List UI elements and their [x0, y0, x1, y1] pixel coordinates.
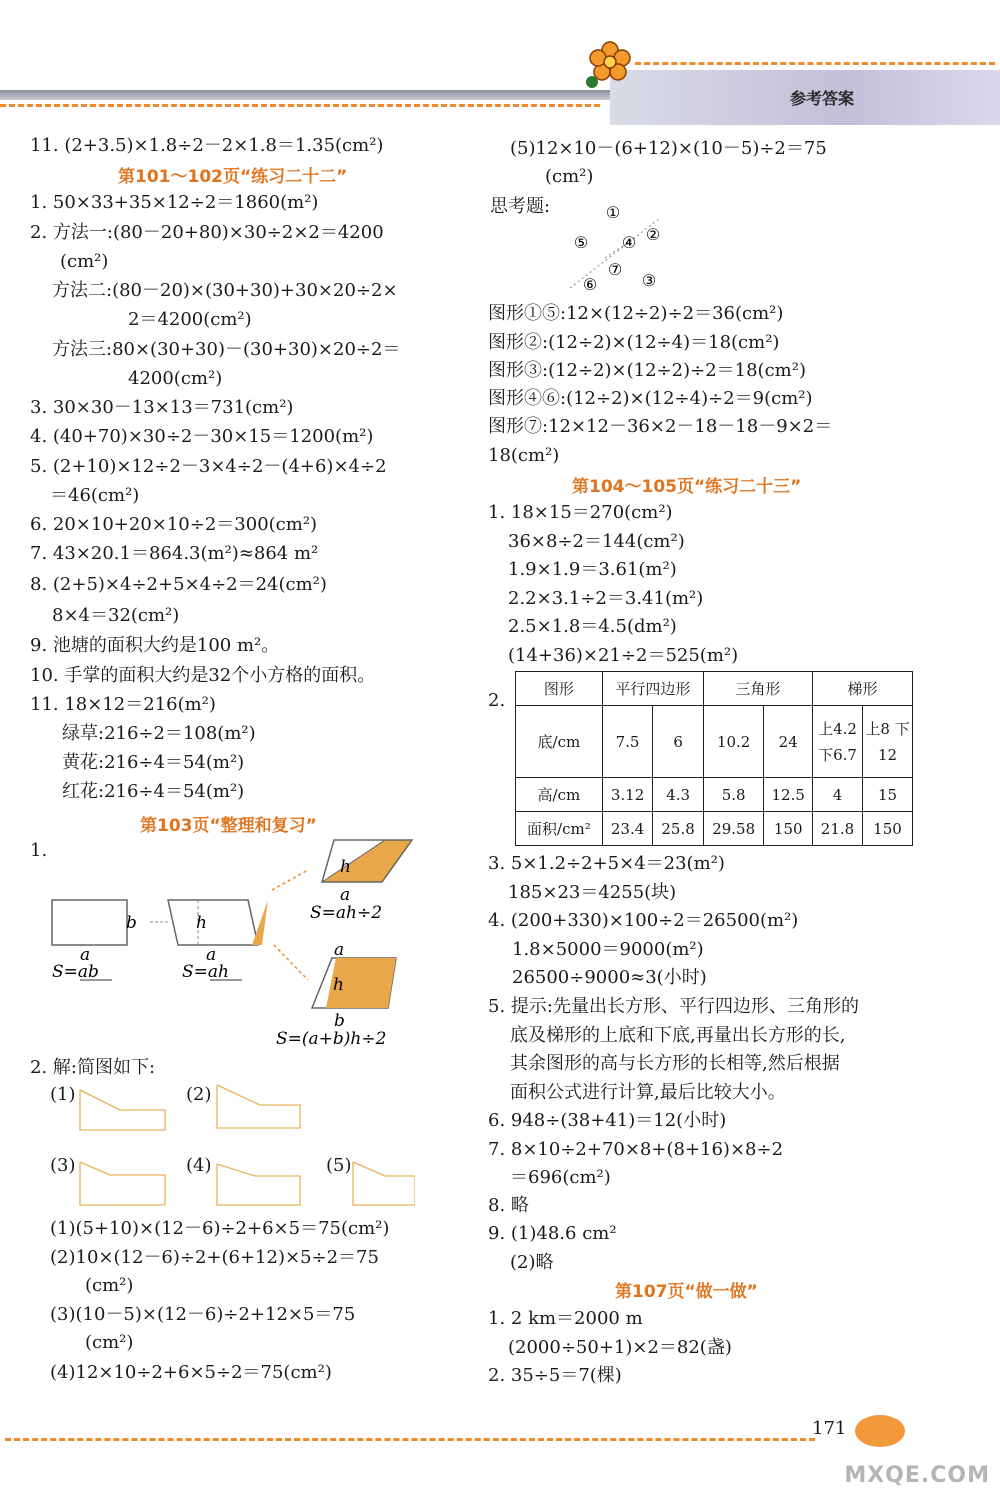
circle-label-2: ②	[645, 225, 661, 244]
formula-parallelogram: S=ah	[182, 962, 229, 982]
answer-line: 图形⑦:12×12－36×2－18－18－9×2＝	[488, 416, 833, 437]
answer-line: 1.	[30, 840, 48, 861]
answer-line: (2)略	[510, 1252, 554, 1273]
circle-label-3: ③	[641, 271, 657, 290]
answer-line: 6. 20×10+20×10÷2＝300(cm²)	[30, 514, 318, 535]
answer-line: 图形①⑤:12×(12÷2)÷2＝36(cm²)	[488, 303, 784, 324]
table-header: 梯形	[813, 672, 913, 706]
label-h: h	[196, 913, 207, 933]
answer-line: 2.5×1.8＝4.5(dm²)	[508, 616, 677, 637]
table-cell: 12.5	[764, 778, 813, 812]
sketch-1	[80, 1090, 165, 1130]
table-cell: 15	[863, 778, 913, 812]
table-cell: 6	[653, 706, 704, 778]
circle-label-5: ⑤	[573, 233, 589, 252]
circle-label-4: ④	[621, 233, 637, 252]
answer-line: (cm²)	[85, 1275, 134, 1296]
table-cell: 150	[863, 812, 913, 846]
table-header: 三角形	[703, 672, 812, 706]
answer-line: 5. 提示:先量出长方形、平行四边形、三角形的	[488, 996, 859, 1017]
answer-line: 2＝4200(cm²)	[128, 309, 252, 330]
answer-line: 18(cm²)	[488, 445, 560, 466]
answer-line: 图形②:(12÷2)×(12÷4)＝18(cm²)	[488, 332, 780, 353]
table-cell: 上8 下12	[863, 706, 913, 778]
answer-line: 底及梯形的上底和下底,再量出长方形的长,	[510, 1025, 846, 1046]
answer-line: 2. 方法一:(80－20+80)×30÷2×2＝4200	[30, 222, 384, 243]
circle-label-6: ⑥	[582, 275, 598, 293]
answer-line: (1)(5+10)×(12－6)÷2+6×5＝75(cm²)	[50, 1218, 390, 1239]
header-bar	[0, 90, 610, 100]
section-heading: 第104～105页“练习二十三”	[572, 477, 802, 497]
answer-line: (5)12×10－(6+12)×(10－5)÷2＝75	[510, 138, 827, 159]
footer-decoration	[855, 1415, 905, 1447]
flower-icon	[580, 40, 640, 90]
answer-line: 1.9×1.9＝3.61(m²)	[508, 559, 677, 580]
table-cell: 29.58	[703, 812, 764, 846]
answer-line: 面积公式进行计算,最后比较大小。	[510, 1082, 786, 1103]
answer-line: 5. (2+10)×12÷2－3×4÷2－(4+6)×4÷2	[30, 456, 387, 477]
watermark: MXQE.COM	[844, 1463, 990, 1488]
table-cell: 4	[813, 778, 863, 812]
label-a: a	[334, 940, 345, 960]
answer-line: (14+36)×21÷2＝525(m²)	[508, 645, 739, 666]
answer-line: 7. 43×20.1＝864.3(m²)≈864 m²	[30, 543, 319, 564]
area-formula-figure	[40, 830, 440, 1060]
header-dashed-rule	[0, 104, 600, 107]
label-h: h	[333, 975, 344, 995]
parallelogram-shape	[168, 900, 258, 945]
answer-line: 10. 手掌的面积大约是32个小方格的面积。	[30, 665, 376, 686]
answer-line: 2. 解:简图如下:	[30, 1057, 156, 1078]
table-row-label: 底/cm	[516, 706, 603, 778]
page-number: 171	[812, 1418, 847, 1439]
table-row	[516, 706, 913, 778]
answer-line: ＝46(cm²)	[50, 485, 140, 506]
section-heading: 第103页“整理和复习”	[140, 816, 317, 836]
label-h: h	[340, 857, 351, 877]
formula-rectangle: S=ab	[52, 962, 99, 982]
answer-line: 思考题:	[490, 196, 551, 217]
table-header-row	[516, 672, 913, 706]
table-cell: 23.4	[602, 812, 653, 846]
sketch-5	[353, 1162, 415, 1205]
answer-line: 其余图形的高与长方形的长相等,然后根据	[510, 1053, 840, 1074]
answer-line: 图形④⑥:(12÷2)×(12÷4)÷2＝9(cm²)	[488, 388, 813, 409]
answer-line: 1. 2 km＝2000 m	[488, 1308, 643, 1329]
answer-line: 6. 948÷(38+41)＝12(小时)	[488, 1110, 727, 1131]
sketch-figures	[75, 1080, 415, 1210]
table-row	[516, 778, 913, 812]
label-a: a	[206, 945, 217, 965]
table-row-label: 高/cm	[516, 778, 603, 812]
answer-line: 3. 5×1.2÷2+5×4＝23(m²)	[488, 853, 725, 874]
table-cell: 5.8	[703, 778, 764, 812]
table-cell: 25.8	[653, 812, 704, 846]
sketch-4	[217, 1164, 300, 1205]
answer-line: 11. (2+3.5)×1.8÷2－2×1.8＝1.35(cm²)	[30, 135, 384, 156]
table-row	[516, 812, 913, 846]
formula-triangle: S=ah÷2	[310, 903, 383, 923]
table-cell: 10.2	[703, 706, 764, 778]
answer-line: 2.	[488, 690, 506, 711]
answer-line: (cm²)	[60, 251, 109, 272]
parallelogram-cut	[252, 900, 268, 945]
answer-line: (4)	[186, 1155, 212, 1176]
label-a: a	[340, 885, 351, 905]
answer-line: (2000÷50+1)×2＝82(盏)	[508, 1337, 732, 1358]
answer-line: 红花:216÷4＝54(m²)	[62, 781, 245, 802]
label-b: b	[126, 913, 137, 933]
answer-line: 2. 35÷5＝7(棵)	[488, 1365, 622, 1386]
table-cell: 24	[764, 706, 813, 778]
answer-line: (5)	[326, 1155, 352, 1176]
answer-line: 4. (40+70)×30÷2－30×15＝1200(m²)	[30, 426, 374, 447]
answer-line: 4. (200+330)×100÷2＝26500(m²)	[488, 910, 799, 931]
answer-line: 方法三:80×(30+30)－(30+30)×20÷2＝	[52, 339, 401, 360]
table-header: 图形	[516, 672, 603, 706]
answer-line: 8. 略	[488, 1195, 529, 1216]
label-b: b	[334, 1011, 345, 1031]
circle-label-7: ⑦	[607, 260, 623, 279]
formula-trapezoid: S=(a+b)h÷2	[276, 1029, 387, 1049]
answer-line: 2.2×3.1÷2＝3.41(m²)	[508, 588, 704, 609]
table-cell: 7.5	[602, 706, 653, 778]
table-cell: 21.8	[813, 812, 863, 846]
header-title: 参考答案	[790, 89, 855, 108]
answer-line: 9. 池塘的面积大约是100 m²。	[30, 635, 280, 656]
answer-line: 黄花:216÷4＝54(m²)	[62, 752, 245, 773]
rectangle-shape	[52, 900, 127, 945]
answer-line: (cm²)	[545, 166, 594, 187]
answer-line: 9. (1)48.6 cm²	[488, 1223, 617, 1244]
table-cell: 3.12	[602, 778, 653, 812]
section-heading: 第101～102页“练习二十二”	[118, 167, 348, 187]
answer-line: (2)10×(12－6)÷2+(6+12)×5÷2＝75	[50, 1247, 379, 1268]
answer-line: 26500÷9000≈3(小时)	[512, 967, 707, 988]
answer-line: (2)	[186, 1084, 212, 1105]
triangle-fill	[322, 840, 412, 882]
answer-line: 11. 18×12＝216(m²)	[30, 694, 216, 715]
table-header: 平行四边形	[602, 672, 703, 706]
table-row-label: 面积/cm²	[516, 812, 603, 846]
sketch-2	[217, 1085, 300, 1128]
answer-line: 185×23＝4255(块)	[508, 882, 677, 903]
answer-line: 7. 8×10÷2+70×8+(8+16)×8÷2	[488, 1139, 784, 1160]
answer-line: 绿草:216÷2＝108(m²)	[62, 723, 256, 744]
answer-line: (1)	[50, 1084, 76, 1105]
answer-line: 1. 50×33+35×12÷2＝1860(m²)	[30, 192, 319, 213]
answer-line: (4)12×10÷2+6×5÷2＝75(cm²)	[50, 1362, 332, 1383]
answer-line: (3)	[50, 1155, 76, 1176]
answer-line: 图形③:(12÷2)×(12÷2)÷2＝18(cm²)	[488, 360, 806, 381]
area-table	[515, 671, 913, 846]
thinking-figure	[565, 198, 675, 293]
answer-line: (cm²)	[85, 1332, 134, 1353]
table-cell: 4.3	[653, 778, 704, 812]
table-cell: 上4.2 下6.7	[813, 706, 863, 778]
label-a: a	[80, 945, 91, 965]
answer-line: 3. 30×30－13×13＝731(cm²)	[30, 397, 294, 418]
answer-line: ＝696(cm²)	[510, 1167, 611, 1188]
answer-line: 8. (2+5)×4÷2+5×4÷2＝24(cm²)	[30, 574, 327, 595]
section-heading: 第107页“做一做”	[615, 1282, 758, 1302]
answer-line: (3)(10－5)×(12－6)÷2+12×5＝75	[50, 1304, 356, 1325]
footer-dashed-rule	[5, 1438, 815, 1441]
table-cell: 150	[764, 812, 813, 846]
answer-line: 1.8×5000＝9000(m²)	[512, 939, 704, 960]
answer-line: 方法二:(80－20)×(30+30)+30×20÷2×	[52, 280, 398, 301]
header-dashed-rule-right	[635, 62, 995, 65]
answer-line: 8×4＝32(cm²)	[52, 605, 180, 626]
sketch-3	[80, 1162, 165, 1205]
circle-label-1: ①	[605, 203, 621, 222]
answer-line: 36×8÷2＝144(cm²)	[508, 531, 685, 552]
answer-line: 4200(cm²)	[128, 368, 223, 389]
answer-line: 1. 18×15＝270(cm²)	[488, 502, 673, 523]
